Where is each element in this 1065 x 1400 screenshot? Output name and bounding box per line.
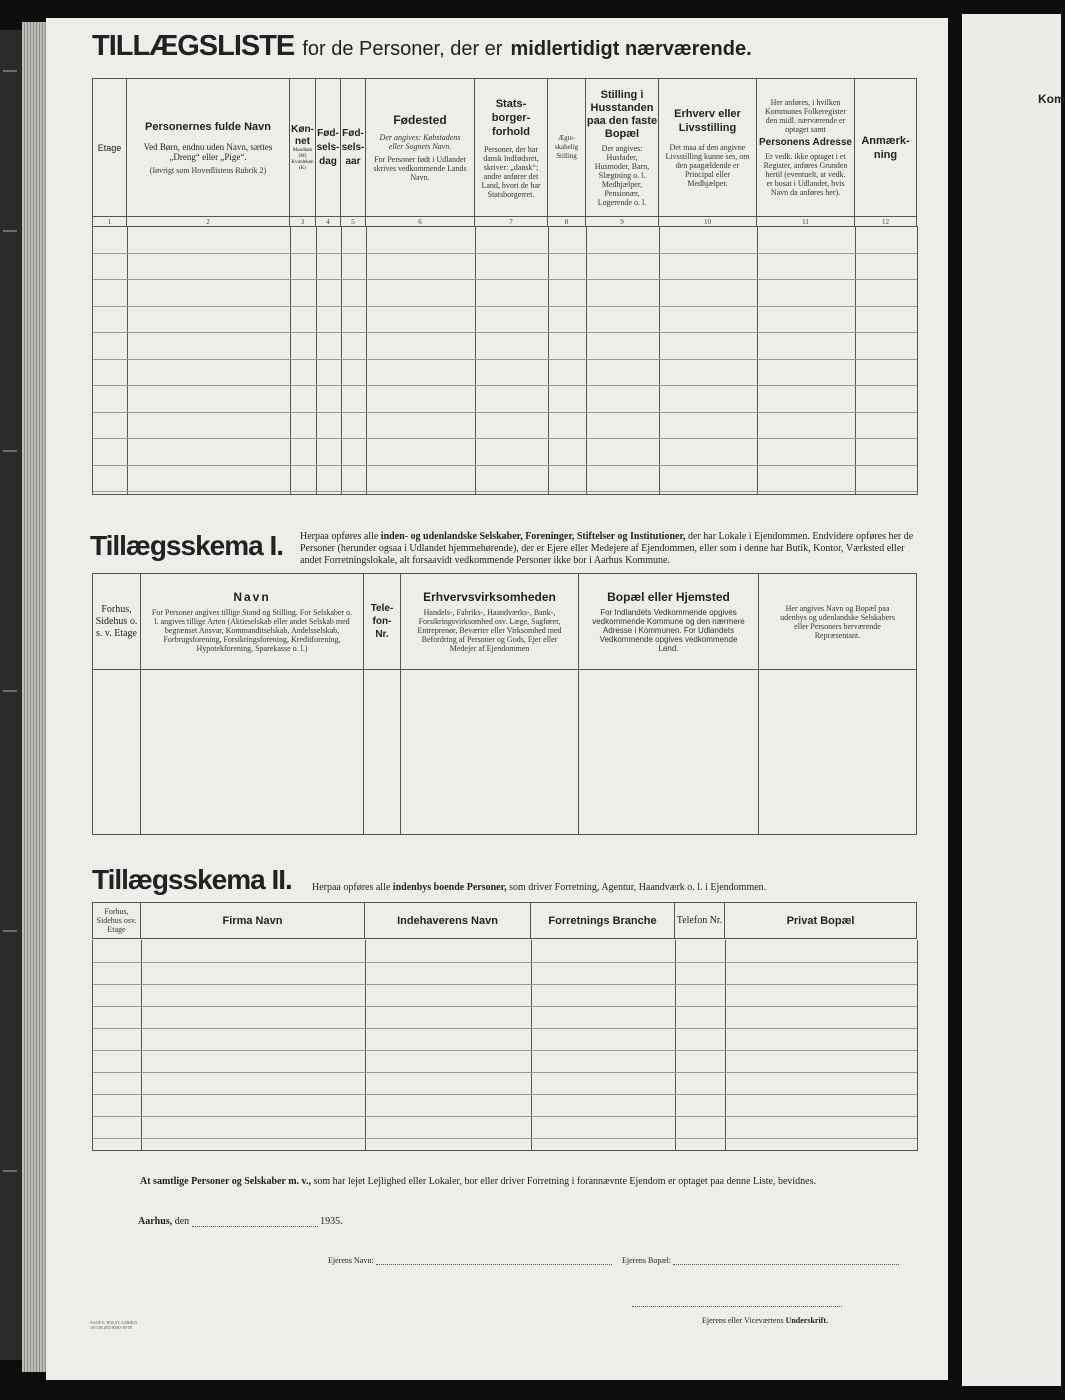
column-rule <box>659 226 660 494</box>
owner-name-line <box>328 1256 612 1265</box>
col-koen <box>290 79 316 217</box>
row-rule <box>93 438 917 439</box>
column-rule <box>127 226 128 494</box>
col-foedselsdag <box>316 79 341 217</box>
attestation-statement <box>140 1176 816 1187</box>
colnum: 2 <box>127 217 290 227</box>
col-foedested-label: Fødested <box>393 113 447 127</box>
table1-header-row <box>93 79 917 217</box>
signature-bold: Underskrift. <box>785 1316 829 1325</box>
row-rule <box>93 1028 917 1029</box>
row-rule <box>93 279 917 280</box>
signature-field[interactable] <box>632 1305 842 1307</box>
row-rule <box>93 253 917 254</box>
colnum: 7 <box>475 217 548 227</box>
page-title <box>92 30 752 63</box>
s2-col-telefon <box>675 903 725 939</box>
s1-col-etage-label: Forhus, Sidehus o. s. v. Etage <box>95 603 138 639</box>
s1-cell[interactable] <box>364 670 401 835</box>
skema1-title: Tillægsskema I. <box>90 530 284 561</box>
row-rule <box>93 359 917 360</box>
skema2-body <box>92 940 918 1151</box>
s1-col-telefon-label: Tele-fon-Nr. <box>370 603 394 640</box>
title-bold: midlertidigt nærværende. <box>510 38 752 60</box>
col-foedested <box>366 79 475 217</box>
colnum: 4 <box>316 217 341 227</box>
den: den <box>174 1216 190 1227</box>
s1-col-repraesentant <box>759 574 917 670</box>
col-aegteskab-label: Ægte-skabelig Stilling <box>554 134 579 160</box>
col-foedested-note: Der angives: Købstadens eller Sognets Navn. <box>379 133 461 151</box>
col-anmaerkning-label: Anmærk-ning <box>861 134 910 161</box>
column-rule <box>141 940 142 1150</box>
col-adresse-label: Personens Adresse <box>758 137 852 148</box>
right-page-text: Kom <box>1038 92 1065 106</box>
col-koen-note: Mandkøn (M) Kvindekøn (K) <box>291 147 314 171</box>
s2-col-telefon-label: Telefon Nr. <box>676 914 723 926</box>
column-rule <box>586 226 587 494</box>
column-rule <box>757 226 758 494</box>
s2-col-firma <box>141 903 365 939</box>
row-rule <box>93 1094 917 1095</box>
s1-col-bopael-note: For Indlandets Vedkommende opgives vedkommende Kommune og den nærmere Adresse i Kommunen. For Udlandets Vedkommende opgives vedkommende Land. <box>592 608 745 653</box>
col-statsborger-label: Stats-borger-forhold <box>491 97 531 138</box>
col-erhverv-note: Det maa af den angivne Livsstilling kunne ses, om den paagældende er Principal eller Medhjælper. <box>665 143 750 188</box>
row-rule <box>93 984 917 985</box>
owner-name-label: Ejerens Navn: <box>328 1256 374 1265</box>
right-page <box>962 14 1065 1386</box>
s2-col-firma-label: Firma Navn <box>222 914 283 927</box>
skema1-desc-c: der har Lokale i Ejendommen. <box>687 531 810 542</box>
column-rule <box>675 940 676 1150</box>
skema2-title: Tillægsskema II. <box>92 864 292 895</box>
row-rule <box>93 385 917 386</box>
column-rule <box>316 226 317 494</box>
s1-cell[interactable] <box>401 670 579 835</box>
date-field[interactable] <box>192 1216 318 1227</box>
row-rule <box>93 1138 917 1139</box>
col-aegteskab <box>548 79 586 217</box>
table1-number-row <box>93 217 917 227</box>
column-rule <box>855 226 856 494</box>
s1-cell[interactable] <box>141 670 364 835</box>
col-navn-note: Ved Børn, endnu uden Navn, sættes „Dreng“ eller „Pige“. <box>143 142 273 162</box>
colnum: 8 <box>548 217 586 227</box>
s2-col-branche-label: Forretnings Branche <box>548 914 657 927</box>
row-rule <box>93 1050 917 1051</box>
col-etage-label: Etage <box>97 142 122 153</box>
row-rule <box>93 1072 917 1073</box>
s2-col-indehaver-label: Indehaverens Navn <box>397 914 498 927</box>
colnum: 10 <box>659 217 757 227</box>
colnum: 9 <box>586 217 659 227</box>
owner-address-label: Ejerens Bopæl: <box>622 1256 672 1265</box>
s2-col-bopael <box>725 903 917 939</box>
s1-col-erhverv <box>401 574 579 670</box>
colnum: 12 <box>855 217 917 227</box>
statement-bold: At samtlige Personer og Selskaber m. v., <box>140 1176 312 1187</box>
s2-col-etage <box>93 903 141 939</box>
col-foedested-note2: For Personer født i Udlandet skrives vedkommende Lands Navn. <box>373 155 467 182</box>
col-navn-note2: (Iøvrigt som Hovedlistens Rubrik 2) <box>149 166 267 175</box>
title-main: TILLÆGSLISTE <box>92 30 295 62</box>
printer-imprint: AAGE E. HOLST, AARHUS JACOB ZEUNERS EFTF. <box>90 1320 138 1330</box>
date-line <box>138 1216 343 1227</box>
colnum: 11 <box>757 217 855 227</box>
s1-col-erhverv-note: Handels-, Fabriks-, Haandværks-, Bank-, Forsikringsvirksomhed osv. Læge, Sagfører, Entreprenør, Beværter eller Virksomhed med Befordring af Personer og Gods, Ejer eller Medejer af Ejendommen <box>417 608 562 653</box>
signature-caption <box>702 1316 828 1325</box>
col-statsborger <box>475 79 548 217</box>
col-erhverv-label: Erhverv eller Livsstilling <box>674 108 741 134</box>
col-adresse <box>757 79 855 217</box>
col-statsborger-note: Personer, der har dansk Indfødsret, skriver: „dansk“; andre anfører det Land, hvori de har Statsborgerret. <box>481 144 541 199</box>
column-rule <box>366 226 367 494</box>
s1-col-erhverv-label: Erhvervsvirksomheden <box>423 590 556 604</box>
s1-col-navn-note: For Personer angives tillige Stand og Stilling. For Selskaber o. l. angives tillige Arten (Aktieselskab eller andet Selskab med begrænset Ansvar, Kommanditselskab, Andelsselskab, Forbrugsforening, Forsikringsforening, Kreditforening, Hypotekforening, Sparekasse o. l.) <box>151 608 353 653</box>
s1-col-telefon <box>364 574 401 670</box>
table1-body <box>92 226 918 495</box>
row-rule <box>93 332 917 333</box>
skema2-header-row <box>93 903 917 939</box>
row-rule <box>93 1116 917 1117</box>
s2-col-bopael-label: Privat Bopæl <box>786 914 855 927</box>
column-rule <box>531 940 532 1150</box>
column-rule <box>341 226 342 494</box>
s1-cell[interactable] <box>579 670 759 835</box>
col-anmaerkning <box>855 79 917 217</box>
skema1-body-row <box>93 670 917 835</box>
row-rule <box>93 962 917 963</box>
col-foedselsaar <box>341 79 366 217</box>
col-navn <box>127 79 290 217</box>
skema2-table <box>92 902 917 939</box>
s1-col-repraesentant-note: Her angives Navn og Bopæl paa udenbys og udenlandske Selskabers eller Personers herværende Repræsentant. <box>780 603 895 640</box>
statement-rest: som har lejet Lejlighed eller Lokaler, bor eller driver Forretning i forannævnte Ejendom er optaget paa denne Liste, bevidnes. <box>313 1176 816 1187</box>
skema2-desc-c: som driver Forretning, Agentur, Haandværk o. l. i Ejendommen. <box>509 882 767 893</box>
s2-col-indehaver <box>365 903 531 939</box>
city: Aarhus, <box>138 1216 173 1227</box>
year: 1935. <box>320 1216 343 1227</box>
title-rest: for de Personer, der er <box>302 38 503 60</box>
owner-address-field[interactable] <box>673 1256 899 1265</box>
s1-col-navn-label: Navn <box>233 590 271 604</box>
col-husstand-label: Stilling i Husstanden paa den faste Bopæl <box>586 88 658 140</box>
skema1-header-row <box>93 574 917 670</box>
colnum: 6 <box>366 217 475 227</box>
col-husstand-note: Der angives: Husfader, Husmoder, Barn, Slægtning o. l. Medhjælper, Pensionær, Logerende o. l. <box>594 143 650 207</box>
s1-col-etage <box>93 574 141 670</box>
colnum: 3 <box>290 217 316 227</box>
col-adresse-note: Er vedk. ikke optaget i et Register, anføres Grunden hertil (eventuelt, at vedk. er bosat i Udlandet, hvis Navn da anføres her). <box>763 152 848 197</box>
binder-spine <box>0 30 23 1360</box>
row-rule <box>93 1006 917 1007</box>
col-foedselsaar-label: Fød-sels-aar <box>341 127 365 167</box>
s1-cell[interactable] <box>93 670 141 835</box>
skema1-desc2: Endvidere opføres her de Personer (herunder ogsaa i Udlandet hjemmehørende), der er Ejere eller Medejere af Ejendommen, eller som i denne har Butik, Kontor, Værksted eller andet Forretningslokale, alt forsaavidt vedkommende Personer ikke bor i Aarhus Kommune. <box>300 531 914 566</box>
col-etage <box>93 79 127 217</box>
column-rule <box>365 940 366 1150</box>
s1-cell[interactable] <box>759 670 917 835</box>
owner-name-field[interactable] <box>376 1256 612 1265</box>
owner-address-line <box>622 1256 899 1265</box>
row-rule <box>93 491 917 492</box>
skema1-desc-a: Herpaa opføres alle <box>300 531 379 542</box>
column-rule <box>290 226 291 494</box>
column-rule <box>725 940 726 1150</box>
column-rule <box>475 226 476 494</box>
col-koen-label: Køn-net <box>291 123 314 147</box>
skema2-desc-b: indenbys boende Personer, <box>392 882 507 893</box>
tillaegsliste-table <box>92 78 917 227</box>
s1-col-bopael-label: Bopæl eller Hjemsted <box>607 590 730 604</box>
row-rule <box>93 412 917 413</box>
s1-col-bopael <box>579 574 759 670</box>
col-husstand <box>586 79 659 217</box>
col-navn-label: Personernes fulde Navn <box>145 121 271 133</box>
signature-pre: Ejerens eller Viceværtens <box>702 1316 784 1325</box>
skema1-desc-b: inden- og udenlandske Selskaber, Foreninger, Stiftelser og Institutioner, <box>380 531 686 542</box>
s2-col-etage-label: Forhus, Sidehus osv. Etage <box>96 907 137 934</box>
s1-col-navn <box>141 574 364 670</box>
colnum: 1 <box>93 217 127 227</box>
col-erhverv <box>659 79 757 217</box>
s2-col-branche <box>531 903 675 939</box>
col-foedselsdag-label: Fød-sels-dag <box>316 127 340 167</box>
skema1-description <box>300 531 916 567</box>
row-rule <box>93 306 917 307</box>
skema2-desc-a: Herpaa opføres alle <box>312 882 391 893</box>
skema1-table <box>92 573 917 835</box>
column-rule <box>548 226 549 494</box>
colnum: 5 <box>341 217 366 227</box>
col-adresse-pre: Her anføres, i hvilken Kommunes Folkeregister den midl. nærværende er optaget samt <box>764 98 847 134</box>
row-rule <box>93 465 917 466</box>
skema2-description <box>312 882 766 894</box>
